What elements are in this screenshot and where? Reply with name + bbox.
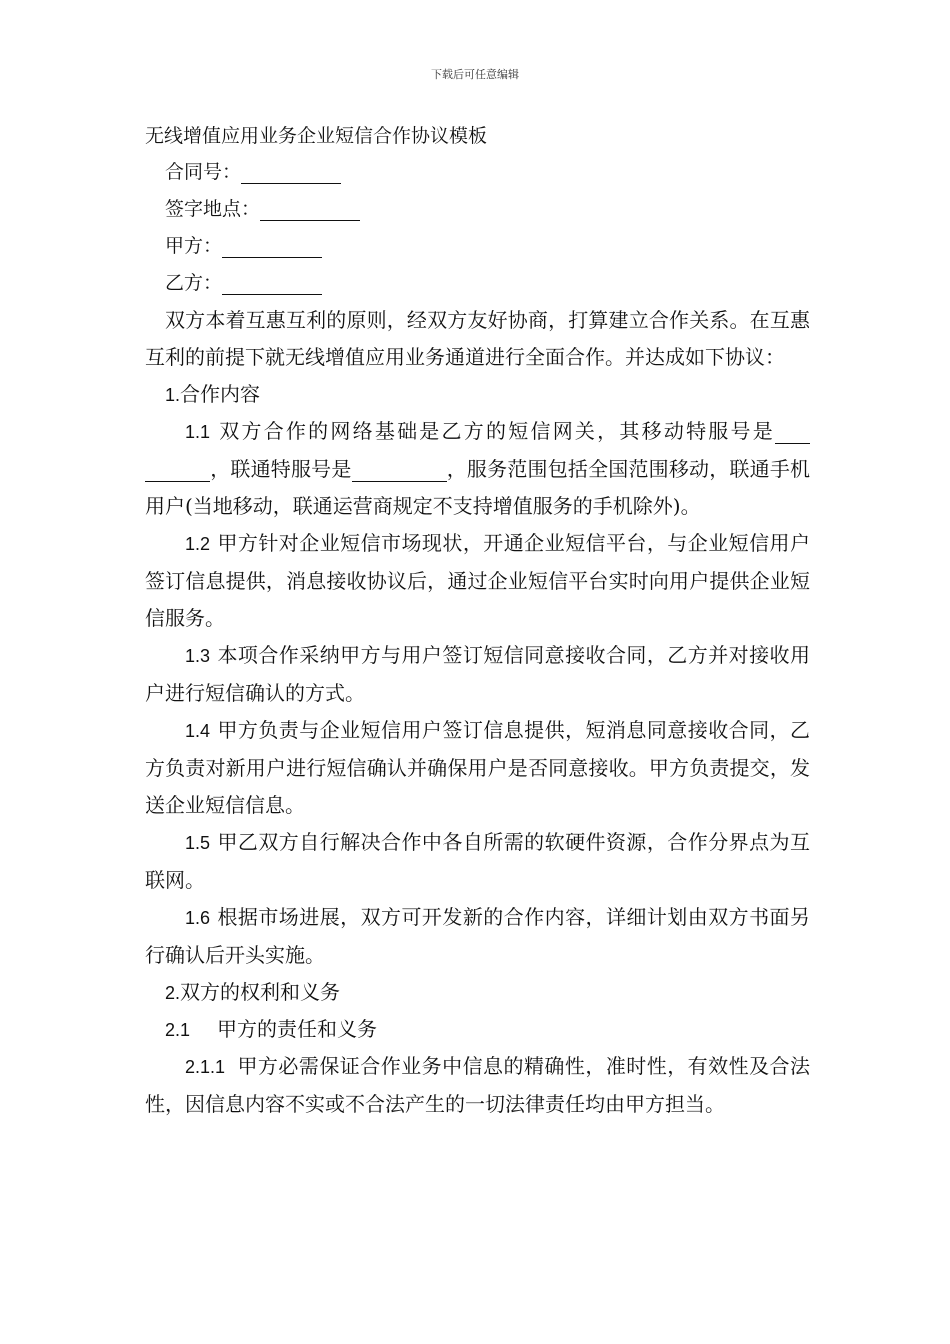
intro-paragraph: 双方本着互惠互利的原则，经双方友好协商，打算建立合作关系。在互惠互利的前提下就无线增值应用业务通道进行全面合作。并达成如下协议： [145, 308, 810, 369]
section-2-number: 2. [165, 983, 181, 1003]
sign-place-field [145, 191, 810, 228]
mobile-service-number-blank-cont [145, 461, 210, 482]
section-1-number: 1. [165, 385, 181, 405]
clause-1-1 [145, 413, 810, 525]
clause-1-1-text-b: ，联通特服号是 [210, 457, 352, 481]
clause-1-4-number: 1.4 [185, 721, 211, 741]
clause-1-5-number: 1.5 [185, 833, 211, 853]
clause-1-1-text-a: 双方合作的网络基础是乙方的短信网关，其移动特服号是 [217, 419, 775, 443]
contract-number-field [145, 154, 810, 191]
clause-2-1-1-number: 2.1.1 [185, 1057, 226, 1077]
clause-1-2-text: 甲方针对企业短信市场现状，开通企业短信平台，与企业短信用户签订信息提供，消息接收协议后，通过企业短信平台实时向用户提供企业短信服务。 [145, 531, 810, 630]
clause-1-2 [145, 525, 810, 637]
clause-1-1-number: 1.1 [185, 422, 211, 442]
document-title: 无线增值应用业务企业短信合作协议模板 [145, 125, 488, 147]
party-a-field [145, 228, 810, 265]
document-body [145, 118, 810, 1123]
party-a-blank [222, 237, 322, 258]
party-b-field [145, 265, 810, 302]
clause-2-1-1 [145, 1048, 810, 1123]
clause-1-3 [145, 637, 810, 712]
section-2-title: 双方的权利和义务 [180, 980, 341, 1004]
subsection-2-1-title: 甲方的责任和义务 [217, 1017, 377, 1041]
clause-1-6-number: 1.6 [185, 908, 211, 928]
mobile-service-number-blank [775, 423, 810, 444]
clause-1-2-number: 1.2 [185, 534, 211, 554]
clause-1-5 [145, 824, 810, 899]
party-b-blank [222, 274, 322, 295]
section-2-heading [145, 974, 810, 1011]
clause-1-3-text: 本项合作采纳甲方与用户签订短信同意接收合同，乙方并对接收用户进行短信确认的方式。 [145, 643, 810, 705]
unicom-service-number-blank [352, 461, 447, 482]
contract-number-label: 合同号： [165, 161, 242, 183]
contract-number-blank [241, 163, 341, 184]
section-1-title: 合作内容 [180, 382, 261, 406]
clause-1-3-number: 1.3 [185, 646, 211, 666]
clause-1-5-text: 甲乙双方自行解决合作中各自所需的软硬件资源，合作分界点为互联网。 [145, 830, 810, 892]
section-1-heading [145, 376, 810, 413]
party-a-label: 甲方： [165, 235, 223, 257]
clause-1-6-text: 根据市场进展，双方可开发新的合作内容，详细计划由双方书面另行确认后开头实施。 [145, 905, 810, 967]
page-header-note: 下载后可任意编辑 [431, 68, 519, 81]
clause-1-1-text-c: ，服务范围包括全国范围移动，联通手机用户(当地移动，联通运营商规定不支持增值服务的手机除外)。 [145, 457, 811, 518]
party-b-label: 乙方： [165, 272, 223, 294]
sign-place-blank [260, 200, 360, 221]
subsection-2-1-number: 2.1 [165, 1020, 191, 1040]
subsection-2-1-heading [145, 1011, 810, 1048]
clause-2-1-1-text: 甲方必需保证合作业务中信息的精确性，准时性，有效性及合法性，因信息内容不实或不合法产生的一切法律责任均由甲方担当。 [145, 1054, 810, 1116]
clause-1-4 [145, 712, 810, 824]
clause-1-4-text: 甲方负责与企业短信用户签订信息提供，短消息同意接收合同，乙方负责对新用户进行短信确认并确保用户是否同意接收。甲方负责提交，发送企业短信信息。 [145, 718, 810, 817]
clause-1-6 [145, 899, 810, 974]
sign-place-label: 签字地点： [165, 198, 261, 220]
